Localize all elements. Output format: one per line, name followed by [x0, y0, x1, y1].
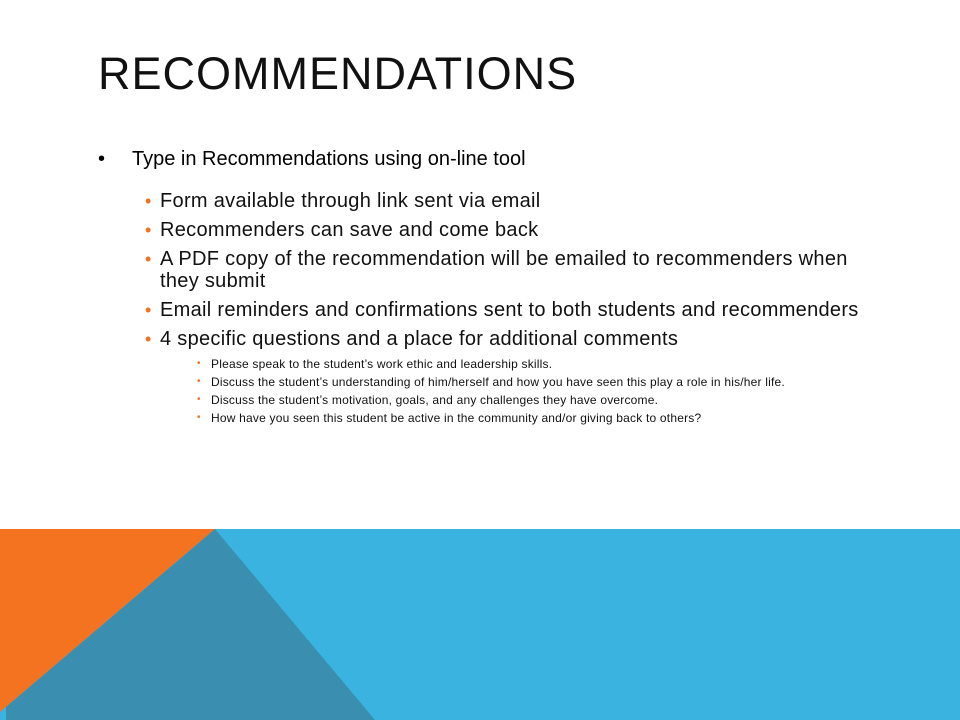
- bullet-icon: •: [145, 300, 152, 320]
- bullet-icon: •: [98, 148, 106, 170]
- question-item: [98, 411, 878, 425]
- main-bullet-point: [98, 146, 878, 172]
- question-item: [98, 357, 878, 371]
- sub-bullet-point: [98, 190, 878, 212]
- bullet-icon: •: [197, 358, 201, 369]
- main-bullet-text: Type in Recommendations using on-line tool: [132, 148, 526, 170]
- slide-body: [98, 146, 878, 429]
- sub-bullet-point: [98, 328, 878, 350]
- bullet-icon: •: [145, 329, 152, 349]
- sub-bullet-text: 4 specific questions and a place for additional comments: [160, 328, 679, 350]
- sub-bullet-text: Recommenders can save and come back: [160, 219, 539, 241]
- question-text: Please speak to the student’s work ethic and leadership skills.: [211, 357, 553, 371]
- bullet-icon: •: [197, 376, 201, 387]
- question-item: [98, 375, 878, 389]
- bullet-icon: •: [197, 412, 201, 423]
- bullet-icon: •: [197, 394, 201, 405]
- question-text: Discuss the student’s understanding of him/herself and how you have seen this play a role in his/her life.: [211, 375, 785, 389]
- bullet-icon: •: [145, 249, 152, 269]
- sub-bullet-text: Form available through link sent via email: [160, 190, 541, 212]
- sub-bullet-point: [98, 219, 878, 241]
- question-item: [98, 393, 878, 407]
- question-text: How have you seen this student be active in the community and/or giving back to others?: [211, 411, 702, 425]
- decorative-footer-shapes: [0, 529, 960, 720]
- bullet-icon: •: [145, 220, 152, 240]
- bullet-icon: •: [145, 191, 152, 211]
- slide-title: RECOMMENDATIONS: [98, 48, 578, 99]
- sub-bullet-text: A PDF copy of the recommendation will be emailed to recommenders when they submit: [160, 248, 848, 292]
- sub-bullet-point: [98, 248, 878, 292]
- sub-bullet-text: Email reminders and confirmations sent to both students and recommenders: [160, 299, 859, 321]
- question-text: Discuss the student’s motivation, goals, and any challenges they have overcome.: [211, 393, 659, 407]
- sub-bullet-point: [98, 299, 878, 321]
